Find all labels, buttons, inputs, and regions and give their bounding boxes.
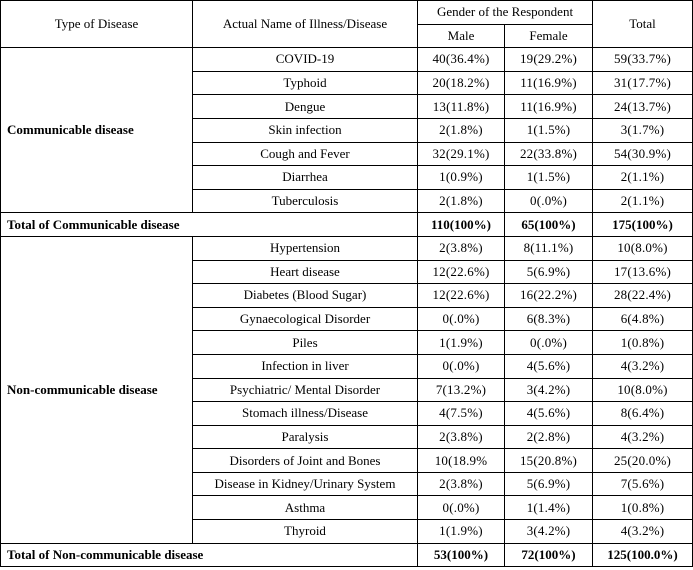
total-count-cell: 6(4.8%): [593, 307, 693, 331]
illness-name-cell: Piles: [193, 331, 418, 355]
female-count-cell: 22(33.8%): [505, 142, 593, 166]
female-count-cell: 4(5.6%): [505, 402, 593, 426]
female-count-cell: 1(1.4%): [505, 496, 593, 520]
total-count-cell: 54(30.9%): [593, 142, 693, 166]
table-row: [1, 48, 693, 72]
male-count-cell: 12(22.6%): [418, 284, 505, 308]
group-total-label: Total of Non-communicable disease: [1, 543, 418, 567]
female-count-cell: 0(.0%): [505, 331, 593, 355]
header-type-of-disease: Type of Disease: [1, 1, 193, 48]
male-count-cell: 2(3.8%): [418, 236, 505, 260]
female-count-cell: 8(11.1%): [505, 236, 593, 260]
group-total-male: 110(100%): [418, 213, 505, 237]
total-count-cell: 8(6.4%): [593, 402, 693, 426]
male-count-cell: 2(1.8%): [418, 189, 505, 213]
female-count-cell: 1(1.5%): [505, 118, 593, 142]
total-count-cell: 59(33.7%): [593, 48, 693, 72]
male-count-cell: 12(22.6%): [418, 260, 505, 284]
male-count-cell: 13(11.8%): [418, 95, 505, 119]
male-count-cell: 40(36.4%): [418, 48, 505, 72]
illness-name-cell: Diabetes (Blood Sugar): [193, 284, 418, 308]
illness-name-cell: Gynaecological Disorder: [193, 307, 418, 331]
total-count-cell: 28(22.4%): [593, 284, 693, 308]
group-total-male: 53(100%): [418, 543, 505, 567]
male-count-cell: 7(13.2%): [418, 378, 505, 402]
total-count-cell: 10(8.0%): [593, 378, 693, 402]
illness-name-cell: Infection in liver: [193, 354, 418, 378]
total-count-cell: 4(3.2%): [593, 520, 693, 544]
female-count-cell: 15(20.8%): [505, 449, 593, 473]
male-count-cell: 2(3.8%): [418, 425, 505, 449]
female-count-cell: 11(16.9%): [505, 71, 593, 95]
total-count-cell: 24(13.7%): [593, 95, 693, 119]
female-count-cell: 0(.0%): [505, 189, 593, 213]
total-count-cell: 1(0.8%): [593, 331, 693, 355]
illness-name-cell: Diarrhea: [193, 166, 418, 190]
male-count-cell: 0(.0%): [418, 354, 505, 378]
header-gender: Gender of the Respondent: [418, 1, 593, 25]
female-count-cell: 19(29.2%): [505, 48, 593, 72]
total-count-cell: 4(3.2%): [593, 425, 693, 449]
illness-name-cell: Hypertension: [193, 236, 418, 260]
illness-name-cell: Asthma: [193, 496, 418, 520]
disease-type-cell: Non-communicable disease: [1, 236, 193, 543]
header-row-1: [1, 1, 693, 25]
group-total-label: Total of Communicable disease: [1, 213, 418, 237]
illness-name-cell: Typhoid: [193, 71, 418, 95]
female-count-cell: 6(8.3%): [505, 307, 593, 331]
male-count-cell: 4(7.5%): [418, 402, 505, 426]
illness-name-cell: Tuberculosis: [193, 189, 418, 213]
header-male: Male: [418, 24, 505, 48]
illness-name-cell: Dengue: [193, 95, 418, 119]
male-count-cell: 32(29.1%): [418, 142, 505, 166]
male-count-cell: 1(1.9%): [418, 520, 505, 544]
male-count-cell: 1(1.9%): [418, 331, 505, 355]
female-count-cell: 5(6.9%): [505, 260, 593, 284]
illness-name-cell: COVID-19: [193, 48, 418, 72]
group-total-row: [1, 543, 693, 567]
header-female: Female: [505, 24, 593, 48]
male-count-cell: 2(1.8%): [418, 118, 505, 142]
total-count-cell: 17(13.6%): [593, 260, 693, 284]
total-count-cell: 1(0.8%): [593, 496, 693, 520]
male-count-cell: 20(18.2%): [418, 71, 505, 95]
total-count-cell: 2(1.1%): [593, 189, 693, 213]
disease-type-cell: Communicable disease: [1, 48, 193, 213]
group-total-total: 175(100%): [593, 213, 693, 237]
total-count-cell: 2(1.1%): [593, 166, 693, 190]
male-count-cell: 10(18.9%: [418, 449, 505, 473]
illness-name-cell: Disorders of Joint and Bones: [193, 449, 418, 473]
illness-name-cell: Heart disease: [193, 260, 418, 284]
male-count-cell: 1(0.9%): [418, 166, 505, 190]
female-count-cell: 16(22.2%): [505, 284, 593, 308]
table-row: [1, 236, 693, 260]
female-count-cell: 3(4.2%): [505, 378, 593, 402]
illness-name-cell: Skin infection: [193, 118, 418, 142]
table-body: [1, 48, 693, 567]
header-illness-name: Actual Name of Illness/Disease: [193, 1, 418, 48]
illness-name-cell: Paralysis: [193, 425, 418, 449]
total-count-cell: 7(5.6%): [593, 472, 693, 496]
header-total: Total: [593, 1, 693, 48]
female-count-cell: 1(1.5%): [505, 166, 593, 190]
illness-name-cell: Psychiatric/ Mental Disorder: [193, 378, 418, 402]
male-count-cell: 0(.0%): [418, 307, 505, 331]
total-count-cell: 31(17.7%): [593, 71, 693, 95]
illness-name-cell: Stomach illness/Disease: [193, 402, 418, 426]
group-total-row: [1, 213, 693, 237]
illness-name-cell: Cough and Fever: [193, 142, 418, 166]
illness-name-cell: Disease in Kidney/Urinary System: [193, 472, 418, 496]
total-count-cell: 10(8.0%): [593, 236, 693, 260]
total-count-cell: 4(3.2%): [593, 354, 693, 378]
male-count-cell: 0(.0%): [418, 496, 505, 520]
group-total-female: 72(100%): [505, 543, 593, 567]
female-count-cell: 3(4.2%): [505, 520, 593, 544]
male-count-cell: 2(3.8%): [418, 472, 505, 496]
total-count-cell: 25(20.0%): [593, 449, 693, 473]
female-count-cell: 11(16.9%): [505, 95, 593, 119]
group-total-female: 65(100%): [505, 213, 593, 237]
group-total-total: 125(100.0%): [593, 543, 693, 567]
female-count-cell: 4(5.6%): [505, 354, 593, 378]
female-count-cell: 2(2.8%): [505, 425, 593, 449]
illness-name-cell: Thyroid: [193, 520, 418, 544]
total-count-cell: 3(1.7%): [593, 118, 693, 142]
female-count-cell: 5(6.9%): [505, 472, 593, 496]
